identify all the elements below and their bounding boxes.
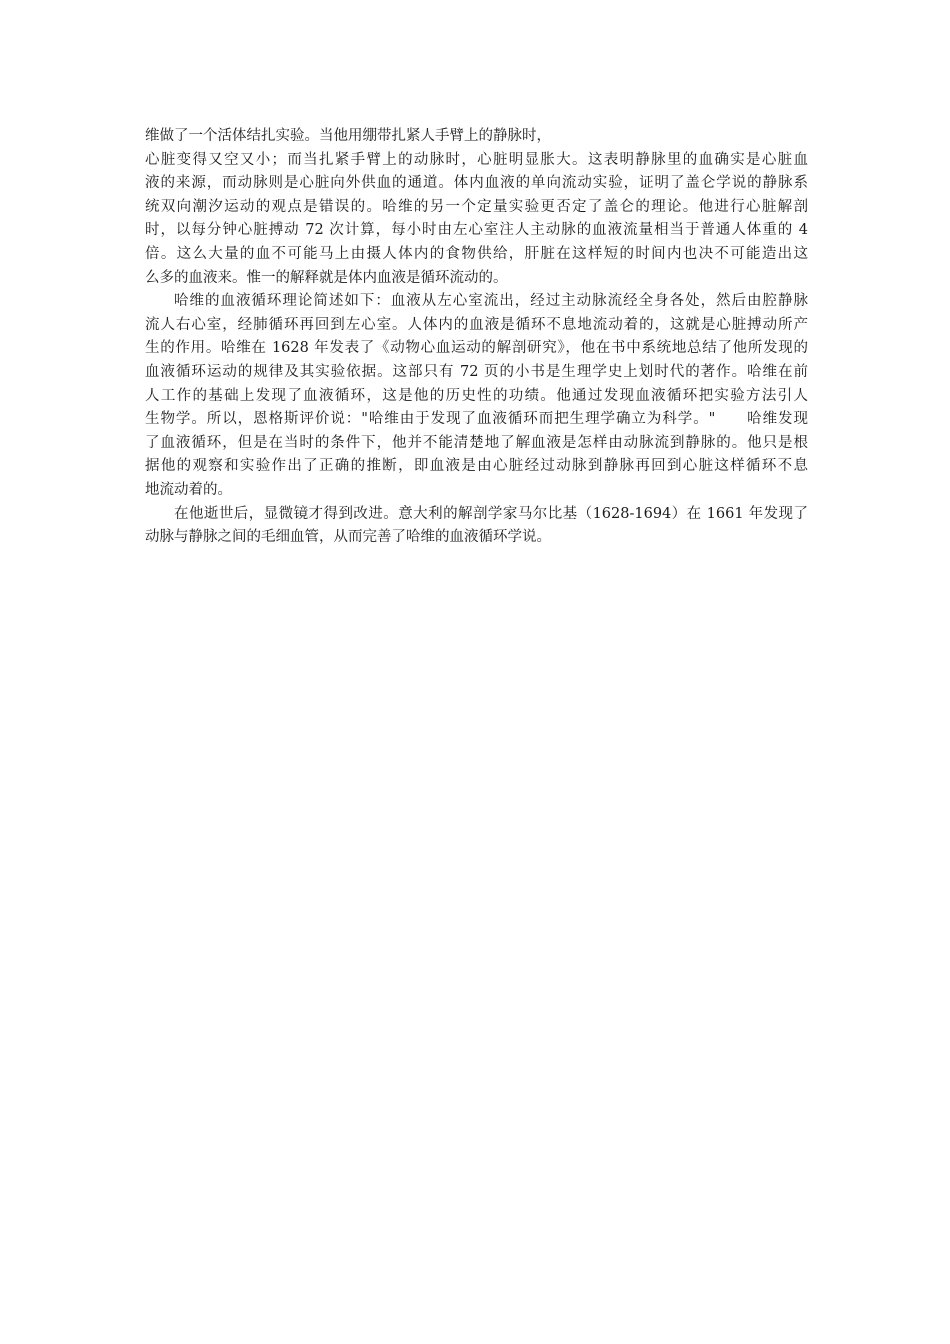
text-line: 生物学。所以，恩格斯评价说："哈维由于发现了血液循环而把生理学确立为科学。" 哈维发现 — [145, 411, 808, 428]
text-line: 地流动着的。 — [145, 481, 232, 498]
text-line: 哈维的血液循环理论简述如下：血液从左心室流出，经过主动脉流经全身各处，然后由腔静脉 — [174, 293, 808, 310]
text-line: 时，以每分钟心脏搏动 72 次计算，每小时由左心室注人主动脉的血液流量相当于普通人体重的 4 — [145, 222, 808, 239]
text-line: 心脏变得又空又小；而当扎紧手臂上的动脉时，心脏明显胀大。这表明静脉里的血确实是心脏血 — [145, 151, 808, 168]
paragraph-3 — [145, 503, 808, 550]
text-line: 统双向潮汐运动的观点是错误的。哈维的另一个定量实验更否定了盖仑的理论。他进行心脏解剖 — [145, 198, 808, 215]
text-line: 据他的观察和实验作出了正确的推断，即血液是由心脏经过动脉到静脉再回到心脏这样循环不息 — [145, 458, 808, 475]
body-text — [145, 125, 808, 550]
text-line: 血液循环运动的规律及其实验依据。这部只有 72 页的小书是生理学史上划时代的著作。哈维在前 — [145, 363, 808, 380]
text-line: 么多的血液来。惟一的解释就是体内血液是循环流动的。 — [145, 269, 508, 286]
text-line: 动脉与静脉之间的毛细血管，从而完善了哈维的血液循环学说。 — [145, 529, 551, 546]
text-line: 液的来源，而动脉则是心脏向外供血的通道。体内血液的单向流动实验，证明了盖仑学说的静脉系 — [145, 175, 808, 192]
text-line: 生的作用。哈维在 1628 年发表了《动物心血运动的解剖研究》，他在书中系统地总结了他所发现的 — [145, 340, 808, 357]
text-line: 了血液循环，但是在当时的条件下，他并不能清楚地了解血液是怎样由动脉流到静脉的。他只是根 — [145, 434, 808, 451]
text-line: 维做了一个活体结扎实验。当他用绷带扎紧人手臂上的静脉时， — [145, 128, 551, 144]
paragraph-1 — [145, 125, 808, 290]
text-line: 流人右心室，经肺循环再回到左心室。人体内的血液是循环不息地流动着的，这就是心脏搏动所产 — [145, 316, 808, 333]
text-line: 人工作的基础上发现了血液循环，这是他的历史性的功绩。他通过发现血液循环把实验方法引人 — [145, 387, 808, 404]
text-line: 倍。这么大量的血不可能马上由摄人体内的食物供给，肝脏在这样短的时间内也决不可能造出这 — [145, 245, 808, 262]
paragraph-2 — [145, 290, 808, 502]
text-line: 在他逝世后，显微镜才得到改进。意大利的解剖学家马尔比基（1628-1694）在 1661 年发现了 — [174, 505, 808, 522]
